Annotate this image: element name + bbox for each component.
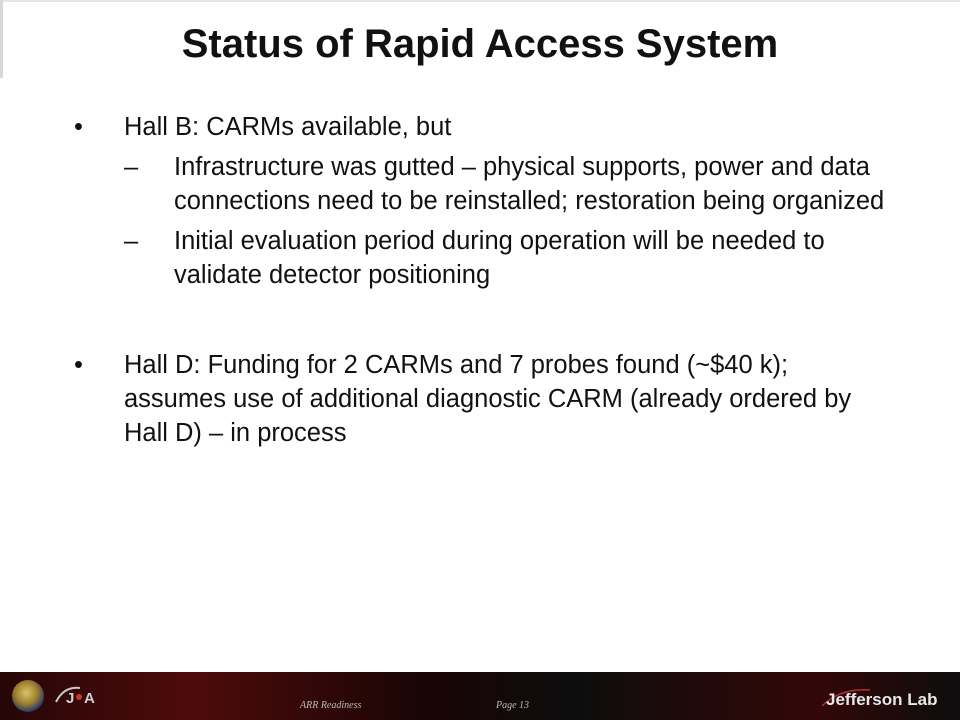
svg-text:Jefferson Lab: Jefferson Lab (826, 690, 938, 709)
bullet-item (74, 110, 894, 144)
dash-marker: – (124, 153, 139, 181)
bullet-marker: • (74, 113, 83, 141)
bullet-text: Hall B: CARMs available, but (124, 113, 452, 141)
svg-text:J: J (66, 690, 75, 707)
doe-seal-icon (12, 680, 44, 712)
top-rule (0, 0, 960, 2)
sub-bullet-text: Infrastructure was gutted – physical supports, power and data connections need to be reinstalled; restoration being organized (174, 153, 885, 215)
bullet-item (74, 348, 894, 450)
footer-bar (0, 672, 960, 720)
svg-text:A: A (84, 690, 95, 707)
title-bar (0, 0, 960, 78)
spacer (74, 292, 894, 348)
slide-title: Status of Rapid Access System (181, 22, 779, 66)
bullet-marker: • (74, 351, 83, 379)
footer-page-number: Page 13 (496, 700, 530, 711)
sub-bullet-item (74, 150, 894, 218)
jsa-logo-icon (52, 682, 104, 710)
footer-title: ARR Readiness (300, 700, 362, 711)
dash-marker: – (124, 227, 139, 255)
jefferson-lab-logo-icon (820, 686, 950, 710)
slide-content (74, 110, 894, 450)
bullet-text: Hall D: Funding for 2 CARMs and 7 probes found (~$40 k); assumes use of additional diagnostic CARM (already ordered by Hall D) – in process (124, 351, 852, 447)
sub-bullet-text: Initial evaluation period during operation will be needed to validate detector positioning (174, 227, 825, 289)
footer-gradient (0, 672, 960, 720)
sub-bullet-item (74, 224, 894, 292)
